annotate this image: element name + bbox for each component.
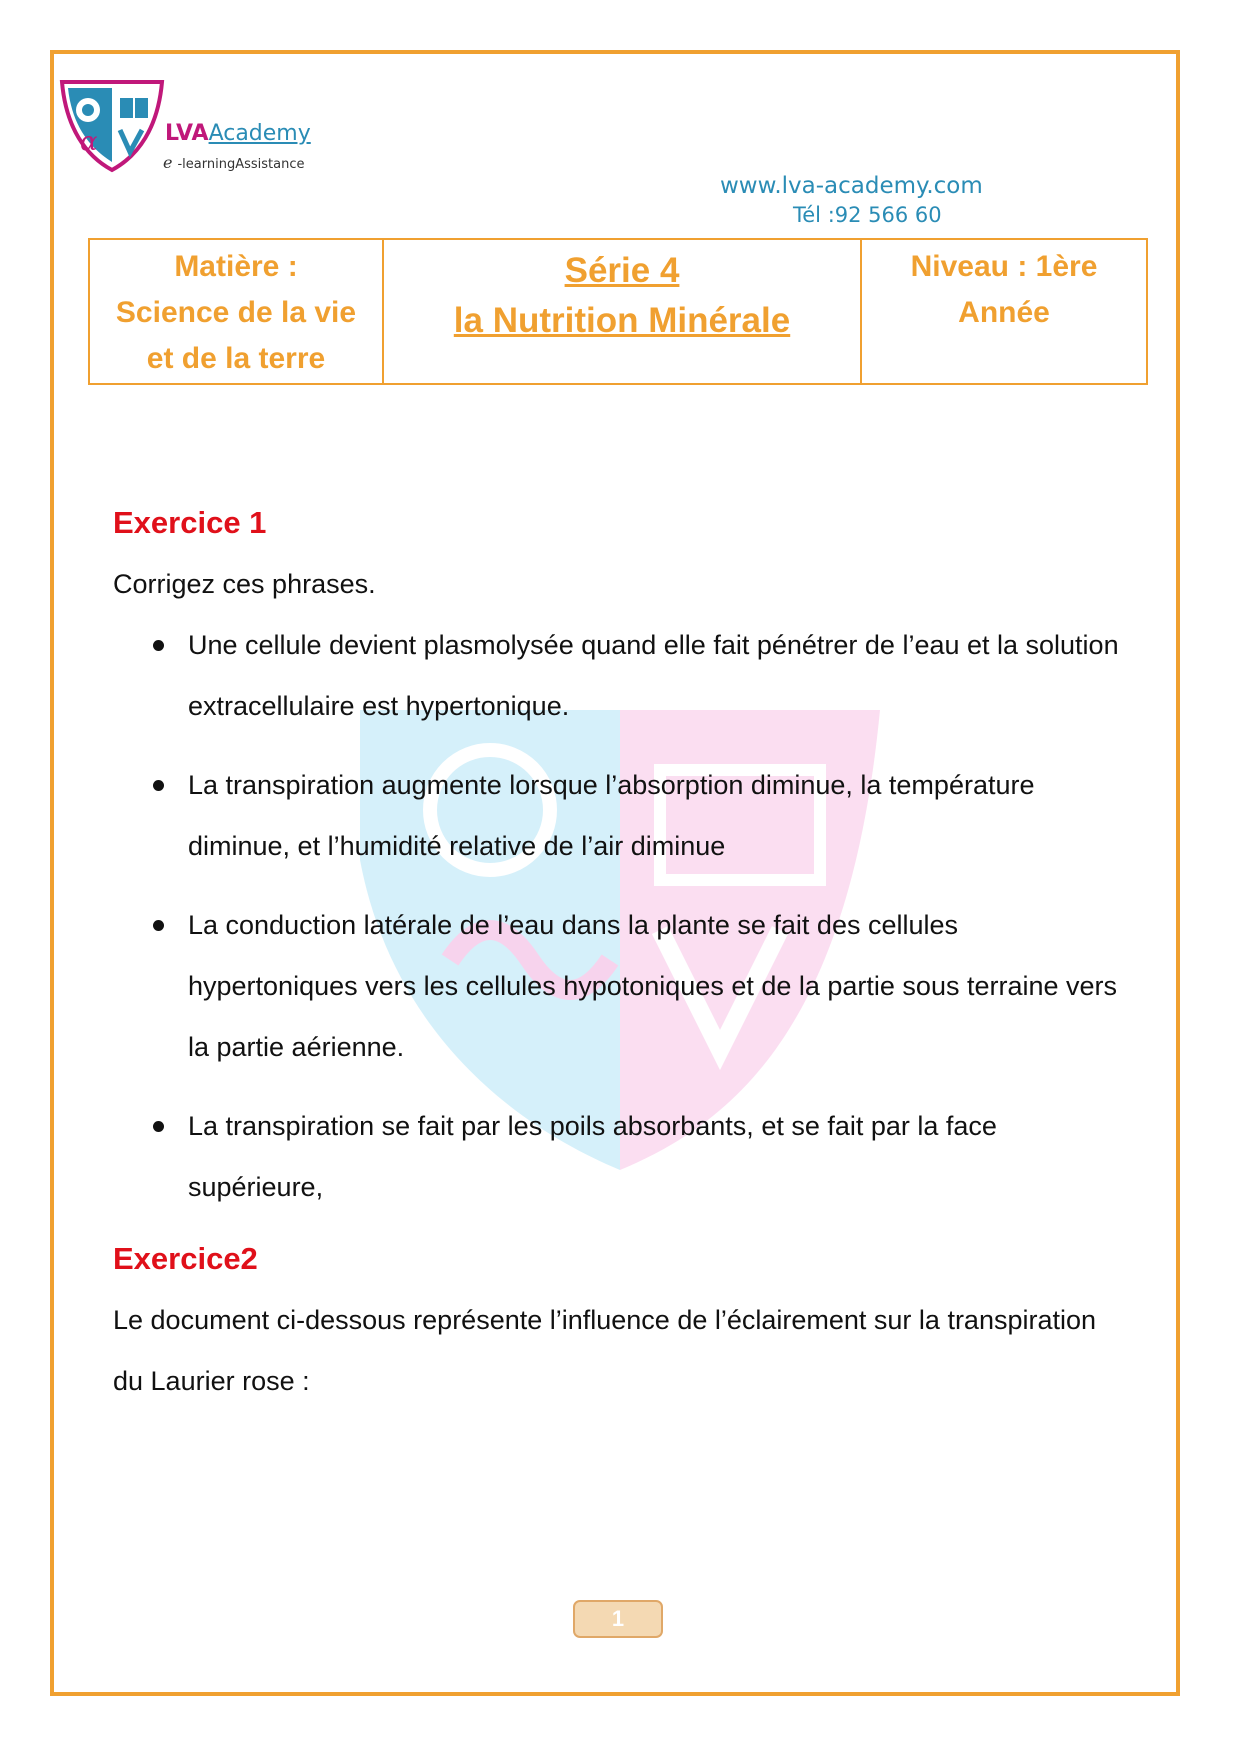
- series-title: Série 4: [564, 251, 680, 290]
- exercise-2-text: Le document ci-dessous représente l’influence de l’éclairement sur la transpiration du Laurier rose :: [113, 1305, 1097, 1396]
- subject-label: Matière :: [174, 250, 298, 283]
- list-item-text: Une cellule devient plasmolysée quand elle fait pénétrer de l’eau et la solution extracellulaire est hypertonique.: [188, 630, 1119, 721]
- page-number: 1: [573, 1600, 663, 1638]
- level-line-2: Année: [958, 296, 1050, 329]
- exercise-2-title: Exercice2: [113, 1241, 258, 1276]
- list-item: [113, 755, 1123, 877]
- list-item: [113, 895, 1123, 1078]
- list-item-text: La transpiration se fait par les poils absorbants, et se fait par la face supérieure,: [188, 1111, 997, 1202]
- list-item-text: La conduction latérale de l’eau dans la plante se fait des cellules hypertoniques vers les cellules hypotoniques et de la partie sous terraine vers la partie aérienne.: [188, 910, 1118, 1062]
- level-cell: [861, 239, 1147, 384]
- bullet-icon: [153, 1121, 164, 1132]
- document-body: [113, 500, 1123, 1412]
- exercise-1-list: [113, 615, 1123, 1218]
- subject-cell: [89, 239, 383, 384]
- list-item: [113, 1096, 1123, 1218]
- chapter-title: la Nutrition Minérale: [453, 301, 791, 340]
- phone-number: Tél :92 566 60: [793, 203, 942, 227]
- website-link[interactable]: www.lva-academy.com: [720, 173, 983, 199]
- bullet-icon: [153, 640, 164, 651]
- lva-logo-icon: [58, 78, 166, 174]
- brand-tagline: [163, 153, 304, 172]
- series-cell: [383, 239, 861, 384]
- brand-academy: Academy: [208, 121, 311, 146]
- exercise-1-title: Exercice 1: [113, 505, 267, 540]
- subject-line-3: et de la terre: [146, 342, 326, 375]
- bullet-icon: [153, 780, 164, 791]
- info-table: [88, 238, 1148, 385]
- svg-text:α: α: [80, 127, 98, 157]
- brand-name: [165, 121, 311, 146]
- bullet-icon: [153, 920, 164, 931]
- subject-line-2: Science de la vie: [115, 296, 357, 329]
- brand-lva: LVA: [165, 121, 209, 146]
- exercise-1-instruction: Corrigez ces phrases.: [113, 569, 376, 599]
- tagline-text: -learningAssistance: [177, 157, 305, 172]
- list-item: [113, 615, 1123, 737]
- list-item-text: La transpiration augmente lorsque l’absorption diminue, la température diminue, et l’humidité relative de l’air diminue: [188, 770, 1035, 861]
- tagline-e: e: [163, 153, 173, 172]
- level-label: Niveau : 1ère: [910, 250, 1098, 283]
